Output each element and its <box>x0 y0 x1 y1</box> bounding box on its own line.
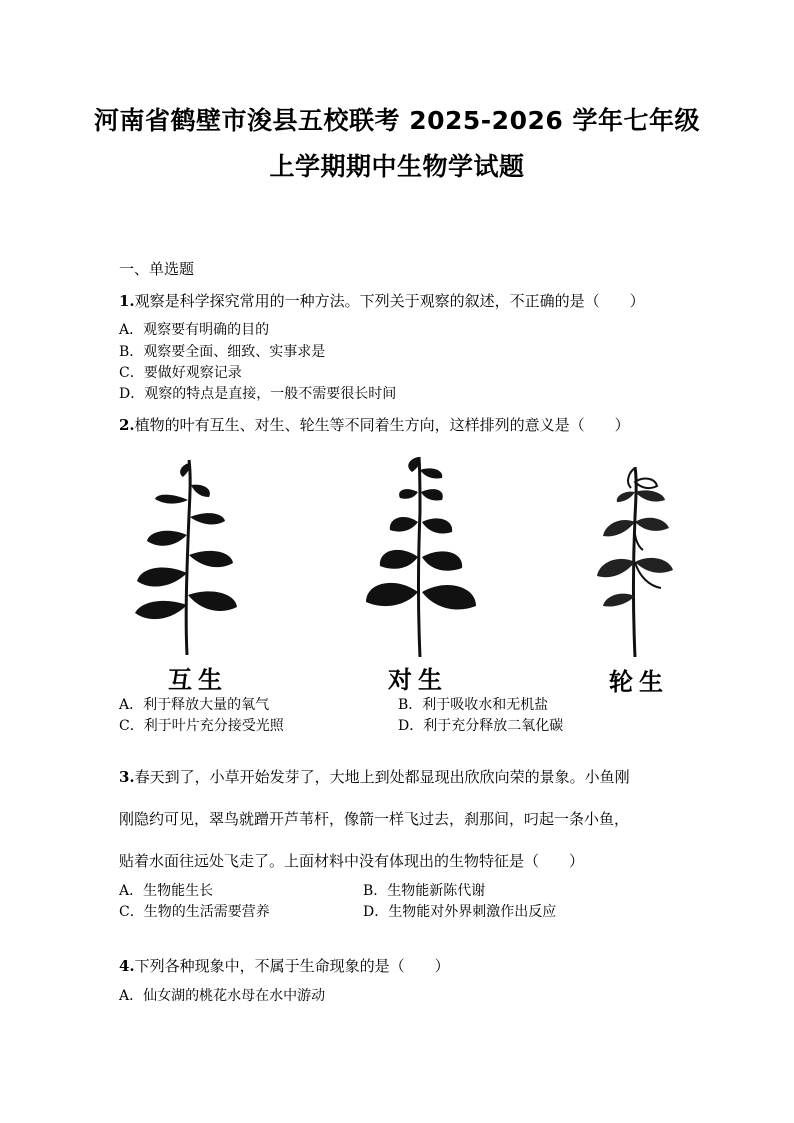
exam-title-line1: 河南省鹤壁市浚县五校联考 2025-2026 学年七年级 <box>94 106 700 135</box>
q1-option-b: B．观察要全面、细致、实事求是 <box>119 344 326 360</box>
q3-option-c: C．生物的生活需要营养 <box>119 904 270 920</box>
section-heading: 一、单选题 <box>119 260 195 278</box>
figure-label-opposite: 对生 <box>388 665 448 694</box>
exam-title-line2: 上学期期中生物学试题 <box>269 152 525 181</box>
q2-option-d: D．利于充分释放二氧化碳 <box>398 718 564 734</box>
question-text: 植物的叶有互生、对生、轮生等不同着生方向，这样排列的意义是（ ） <box>134 416 630 434</box>
q2-option-a: A．利于释放大量的氧气 <box>119 697 270 713</box>
q1-option-d: D．观察的特点是直接，一般不需要很长时间 <box>119 386 397 402</box>
question-3-line3: 贴着水面往远处飞走了。上面材料中没有体现出的生物特征是（ ） <box>119 852 585 870</box>
q1-option-a: A．观察要有明确的目的 <box>119 322 270 338</box>
question-text: 观察是科学探究常用的一种方法。下列关于观察的叙述，不正确的是（ ） <box>134 292 645 310</box>
question-3-line2: 刚隐约可见，翠鸟就蹭开芦苇杆，像箭一样飞过去，刹那间，叼起一条小鱼， <box>119 810 630 828</box>
question-1-stem <box>119 290 645 311</box>
q4-option-a: A．仙女湖的桃花水母在水中游动 <box>119 988 326 1004</box>
question-number: 4. <box>119 957 135 975</box>
q2-option-c: C．利于叶片充分接受光照 <box>119 718 284 734</box>
q2-option-b: B．利于吸收水和无机盐 <box>398 697 549 713</box>
question-4-stem <box>119 955 450 976</box>
q1-option-c: C．要做好观察记录 <box>119 365 242 381</box>
alternate-leaf-plant-image <box>125 455 245 655</box>
q3-option-d: D．生物能对外界刺激作出反应 <box>363 904 557 920</box>
question-2-stem <box>119 414 630 435</box>
question-number: 2. <box>119 416 135 434</box>
question-number: 1. <box>119 292 135 310</box>
figure-label-whorled: 轮生 <box>609 667 669 696</box>
opposite-leaf-plant-image <box>352 452 487 657</box>
whorled-leaf-plant-image <box>585 462 685 657</box>
question-text: 春天到了，小草开始发芽了，大地上到处都显现出欣欣向荣的景象。小鱼刚 <box>134 768 630 786</box>
q3-option-b: B．生物能新陈代谢 <box>363 883 486 899</box>
question-number: 3. <box>119 768 135 786</box>
question-text: 下列各种现象中，不属于生命现象的是（ ） <box>134 957 450 975</box>
question-3-line1 <box>119 766 630 787</box>
figure-label-alternate: 互生 <box>168 665 228 694</box>
q3-option-a: A．生物能生长 <box>119 883 214 899</box>
